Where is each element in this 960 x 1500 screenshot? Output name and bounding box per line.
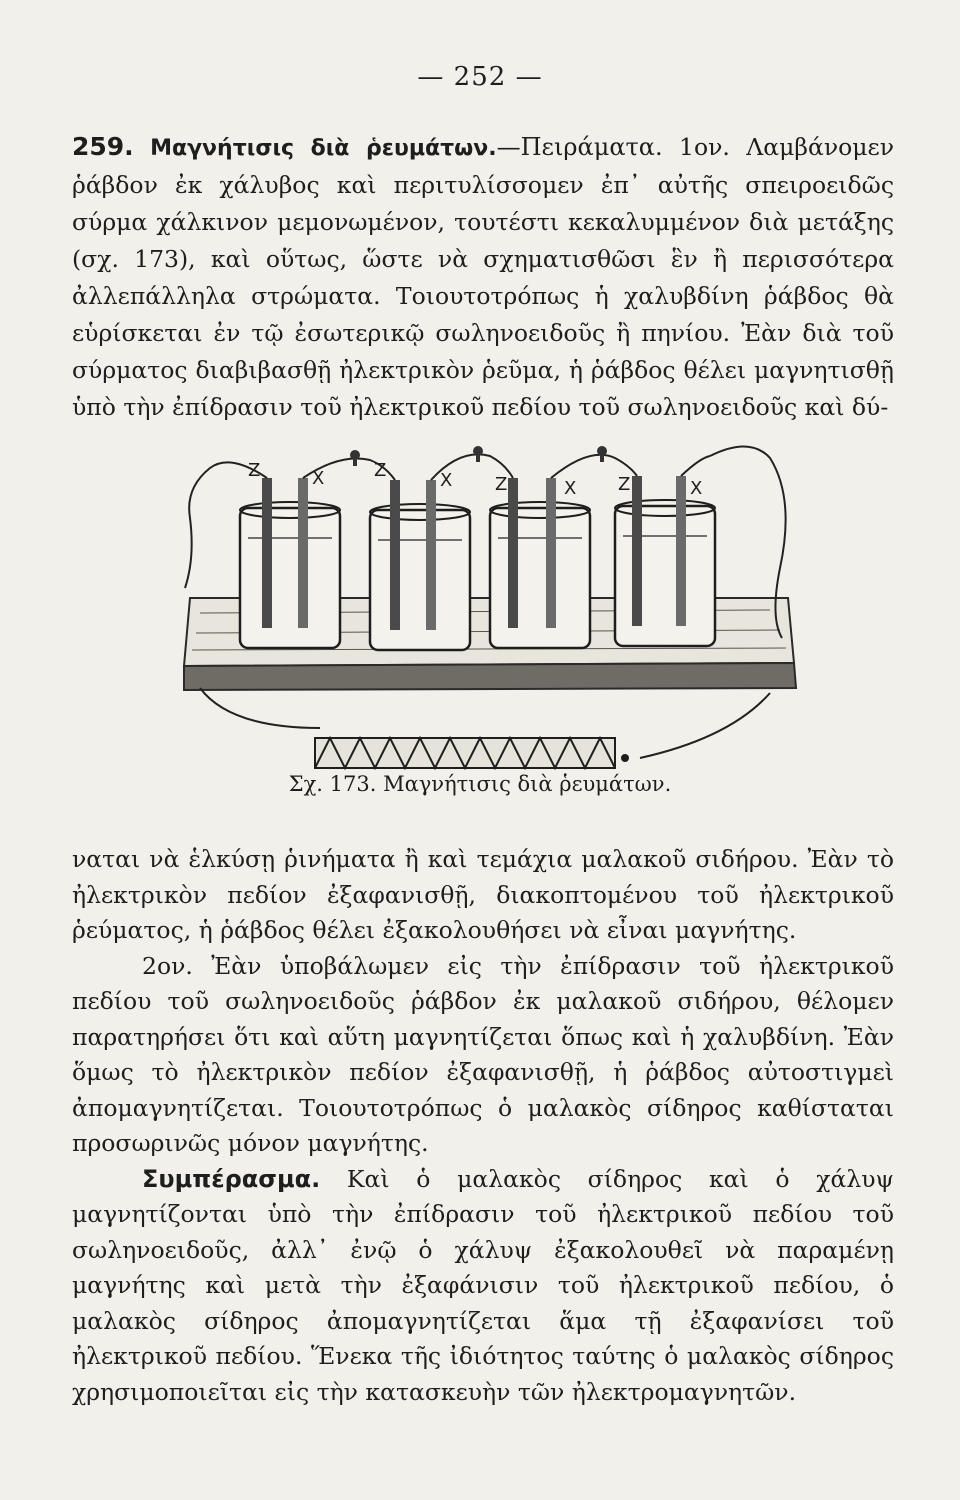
terminal-clamps [350, 446, 607, 466]
cell-4 [615, 476, 715, 646]
experiment-2-label: 2ον. [142, 951, 193, 980]
section-subtitle: —Πειράματα. [496, 133, 663, 161]
coil-with-rod [315, 738, 629, 768]
paragraph-3 [72, 949, 894, 1162]
label-z-1: Z [248, 460, 261, 481]
cell-3 [490, 478, 590, 648]
cell-2 [370, 480, 470, 650]
label-z-2: Z [374, 460, 387, 481]
top-text-block [72, 128, 894, 426]
label-x-2: X [440, 470, 453, 491]
figure-caption: Σχ. 173. Μαγνήτισις διὰ ῥευμάτων. [288, 772, 672, 796]
conclusion-text: Καὶ ὁ μαλακὸς σίδηρος καὶ ὁ χάλυψ μαγνητίζονται ὑπὸ τὴν ἐπίδρασιν τοῦ ἠλεκτρικοῦ πεδίου τοῦ σωληνοειδοῦς, ἀλλ᾿ ἐνῷ ὁ χάλυψ ἐξακολουθεῖ νὰ παραμένῃ μαγνήτης καὶ μετὰ τὴν ἐξαφάνισιν τοῦ ἠλεκτρικοῦ πεδίου, ὁ μαλακὸς σίδηρος ἀπομαγνητίζεται ἅμα τῇ ἐξαφανίσει τοῦ ἠλεκτρικοῦ πεδίου. Ἕνεκα τῆς ἰδιότητος ταύτης ὁ μαλακὸς σίδηρος χρησιμοποιεῖται εἰς τὴν κατασκευὴν τῶν ἠλεκτρομαγνητῶν. [72, 1164, 894, 1406]
label-x-4: X [690, 478, 703, 499]
page-number: — 252 — [417, 62, 543, 92]
label-z-4: Z [618, 474, 631, 495]
label-z-3: Z [495, 474, 508, 495]
conclusion-paragraph [72, 1162, 894, 1411]
cell-1 [240, 478, 340, 648]
bottom-text-block [72, 842, 894, 1410]
paragraph-1 [72, 128, 894, 426]
label-x-3: X [564, 478, 577, 499]
figure-illustration [170, 438, 810, 788]
conclusion-label: Συμπέρασμα. [142, 1164, 321, 1193]
paragraph-3-text: Ἐὰν ὑποβάλωμεν εἰς τὴν ἐπίδρασιν τοῦ ἠλεκτρικοῦ πεδίου τοῦ σωληνοειδοῦς ῥάβδον ἐκ μαλακοῦ σιδήρου, θέλομεν παρατηρήσει ὅτι καὶ αὕτη μαγνητίζεται ὅπως καὶ ἡ χαλυβδίνη. Ἐὰν ὅμως τὸ ἠλεκτρικὸν πεδίον ἐξαφανισθῇ, ἡ ῥάβδος αὐτοστιγμεὶ ἀπομαγνητίζεται. Τοιουτοτρόπως ὁ μαλακὸς σίδηρος καθίσταται προσωρινῶς μόνον μαγνήτης. [72, 951, 894, 1157]
paragraph-1-text: Λαμβάνομεν ῥάβδον ἐκ χάλυβος καὶ περιτυλίσσομεν ἐπ᾿ αὐτῆς σπειροειδῶς σύρμα χάλκινον μεμονωμένον, τουτέστι κεκαλυμμένον διὰ μετάξης (σχ. 173), καὶ οὕτως, ὥστε νὰ σχηματισθῶσι ἓν ἢ περισσότερα ἀλλεπάλληλα στρώματα. Τοιουτοτρόπως ἡ χαλυβδίνη ῥάβδος θὰ εὑρίσκεται ἐν τῷ ἐσωτερικῷ σωληνοειδοῦς ἢ πηνίου. Ἐὰν διὰ τοῦ σύρματος διαβιβασθῇ ἠλεκτρικὸν ῥεῦμα, ἡ ῥάβδος θέλει μαγνητισθῇ ὑπὸ τὴν ἐπίδρασιν τοῦ ἠλεκτρικοῦ πεδίου τοῦ σωληνοειδοῦς καὶ δύ- [72, 133, 894, 421]
label-x-1: X [312, 468, 325, 489]
section-number: 259. [72, 132, 134, 161]
section-title: Μαγνήτισις διὰ ῥευμάτων. [150, 136, 497, 161]
paragraph-2: ναται νὰ ἑλκύσῃ ῥινήματα ἢ καὶ τεμάχια μαλακοῦ σιδήρου. Ἐὰν τὸ ἠλεκτρικὸν πεδίον ἐξαφανισθῇ, διακοπτομένου τοῦ ἠλεκτρικοῦ ῥεύματος, ἡ ῥάβδος θέλει ἐξακολουθήσει νὰ εἶναι μαγνήτης. [72, 845, 894, 944]
experiment-1-label: 1ον. [679, 133, 730, 161]
